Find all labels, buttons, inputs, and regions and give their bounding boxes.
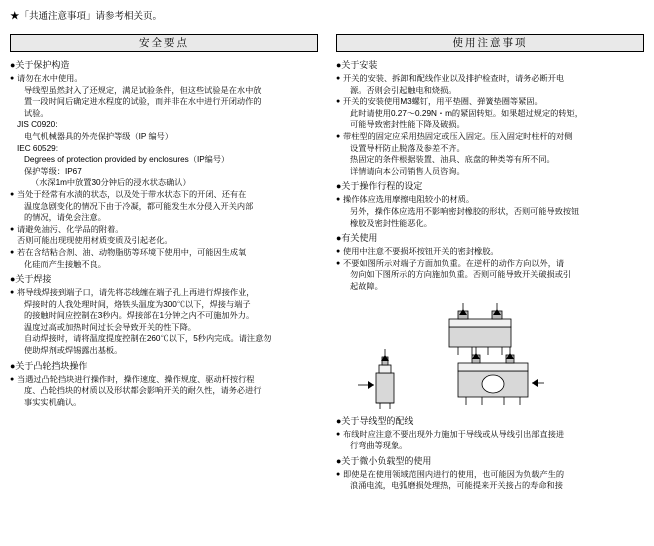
bullet-icon: ●	[336, 430, 341, 438]
list-item-line: 详情请向本公司销售人员咨询。	[350, 166, 465, 176]
section-soldering	[10, 273, 318, 357]
list-item	[10, 119, 318, 189]
bullet-icon: ●	[336, 470, 341, 478]
list-item-line: 自动焊接时，请将温度提度控制在260℃以下，5秒内完成。请注意勿	[24, 334, 272, 344]
list-item	[10, 374, 318, 409]
left-column	[10, 34, 318, 410]
list-item-line: 当遇过凸轮挡块进行操作时，操作速度、操作规度、驱动杆按行程	[17, 374, 255, 384]
list-item	[336, 131, 644, 177]
list-item-line: 带柱型的固定应采用热固定或压入固定。压入固定时柱杆的对侧	[343, 131, 573, 141]
section-mounting	[336, 59, 644, 177]
section-cam-operation	[10, 360, 318, 409]
list-item-line: 的接触时间应控制在3秒内。焊接部在1分钟之内不可施加外力。	[24, 311, 255, 321]
section-title: ●关于保护构造	[10, 60, 70, 70]
bullet-icon: ●	[336, 75, 341, 82]
list-item-line: 橡胶及密封性能恶化。	[350, 218, 432, 228]
section-operating-travel	[336, 180, 644, 229]
bullet-icon: ●	[336, 132, 341, 140]
right-column-body	[336, 59, 644, 492]
list-item-line: 请勿在水中使用。	[17, 74, 83, 83]
list-item-line: 浪涌电流，电弧磨损处理热，可能提来开关接占的寿命和接	[350, 481, 563, 491]
list-item-line: 保护等级：IP67	[24, 166, 82, 176]
list-item-line: 导线型虽然封入了还规定，满足试验条件，但这些试验是在水中放	[24, 85, 262, 95]
section-title: ●关于凸轮挡块操作	[10, 360, 88, 371]
list-item-line: 源。否则会引起触电和烧损。	[350, 85, 457, 95]
section-title: ●关于微小负载型的使用	[336, 455, 432, 466]
list-item	[10, 73, 318, 119]
bullet-icon: ●	[10, 289, 15, 297]
section-protection-structure	[10, 59, 318, 270]
load-direction-figure	[346, 299, 626, 411]
list-item-line: 温度过高或加热时间过长会导致开关的性下降。	[24, 322, 196, 332]
list-item-line: 若在含结粘合剂、油、动物脂肪等环境下使用中，可能因生成氧	[17, 247, 247, 257]
bullet-icon: ●	[336, 196, 341, 204]
list-item-line: 此时请使用0.27～0.29N・m的紧固转矩。如果超过规定的转矩，	[350, 108, 583, 118]
list-item-line: 焊接时的人我处理时间，烙铁头温度为300℃以下，焊接与端子	[24, 299, 251, 309]
bullet-icon: ●	[336, 98, 341, 106]
left-column-header: 安全要点	[10, 34, 318, 52]
list-item-line: 的情况，请免会注意。	[24, 213, 106, 223]
list-item-line: 请避免油污、化学品的附着。	[17, 224, 124, 234]
list-item-line: 温度急剧变化的情况下由于冷凝，都可能发生水分侵入开关内部	[24, 201, 254, 211]
list-item	[336, 258, 644, 293]
list-item-line: （水深1m中放置30分钟后的浸水状态确认）	[31, 178, 191, 188]
list-item-line: 即使是在使用领域范围内进行的使用，也可能因为负载产生的	[343, 469, 565, 479]
list-item-line: 将导线焊接到端子口，请先将芯线缠在端子孔上再进行焊接作业，	[17, 288, 255, 298]
list-item-line: JIS C0920:	[17, 120, 58, 130]
list-item	[336, 73, 644, 96]
list-item-line: 开关的安装、拆卸和配线作业以及排护检查时，请务必断开电	[343, 74, 565, 83]
section-title: ●关于导线型的配线	[336, 415, 414, 426]
list-item-line: 开关的安装使用M3螺钉，用平垫圈、弹簧垫圈等紧固。	[343, 97, 543, 107]
list-item	[10, 224, 318, 247]
list-item-line: 度、凸轮挡块的材质以及形状都会影响开关的耐久性，请务必进行	[24, 386, 262, 396]
list-item-line: 起故障。	[350, 281, 383, 291]
section-title: ●关于安装	[336, 60, 378, 70]
list-item-line: 当处于经常有水渍的状态，以及处于带水状态下的开闭、还有在	[17, 189, 247, 199]
section-title: ●关于焊接	[10, 274, 52, 285]
list-item-line: IEC 60529:	[17, 143, 58, 153]
list-item-line: 另外，操作体应选用不影响密封橡胶的形状，否则可能导致按钮	[350, 206, 580, 216]
list-item-line: 可能导致密封性能下降及破损。	[350, 120, 465, 130]
section-usage	[336, 232, 644, 410]
list-item-line: 否则可能出现现使用材质变质及引起老化。	[17, 236, 173, 246]
list-item-line: 行弯曲等现象。	[350, 441, 408, 451]
list-item	[10, 247, 318, 270]
right-column	[336, 34, 644, 494]
list-item-line: 布线时应注意不要出现外力施加于导线或从导线引出部直接进	[343, 429, 565, 439]
list-item	[336, 469, 644, 492]
list-item-line: 热固定的条件根据装置、油具、底盘的种类等有所不同。	[350, 155, 555, 165]
list-item-line: 化硅而产生接触不良。	[24, 259, 106, 269]
bullet-icon: ●	[336, 259, 341, 267]
list-item-line: 不要如图所示对端子方面加负重。在逆杆的动作方向以外，请	[343, 258, 565, 268]
bullet-icon: ●	[10, 248, 15, 256]
list-item-line: 电气机械器具的外壳保护等级（IP 编号）	[24, 131, 174, 141]
bullet-icon: ●	[336, 248, 341, 256]
bullet-icon: ●	[10, 225, 15, 233]
left-column-body	[10, 59, 318, 408]
top-note: ★「共通注意事項」请参考相关页。	[10, 11, 163, 22]
list-item-line: 置一段时间后确定进水程度的试验，而并非在水中进行开闭动作的	[24, 97, 262, 107]
list-item-line: Degrees of protection provided by enclosures（IP编号）	[24, 155, 230, 165]
list-item	[336, 246, 644, 258]
list-item-line: 使用中注意不要损坏按钮开关的密封橡胶。	[343, 247, 499, 257]
list-item-line: 操作体应选用摩擦电阻较小的材质。	[343, 195, 475, 205]
bullet-icon: ●	[10, 190, 15, 198]
section-title: ●关于操作行程的设定	[336, 181, 423, 192]
list-item	[336, 96, 644, 131]
right-column-header: 使用注意事项	[336, 34, 644, 52]
list-item-line: 使助焊剂或焊锡露出基板。	[24, 346, 123, 356]
bullet-icon: ●	[10, 75, 15, 82]
list-item	[336, 194, 644, 229]
list-item	[10, 189, 318, 224]
list-item-line: 试验。	[24, 108, 49, 118]
list-item-line: 事实实机确认。	[24, 397, 82, 407]
list-item-line: 勿向如下图所示的方向施加负重。否则可能导致开关破损或引	[350, 270, 572, 280]
list-item	[10, 287, 318, 357]
section-micro-load	[336, 455, 644, 492]
section-title: ●有关使用	[336, 233, 378, 244]
section-lead-wire-wiring	[336, 415, 644, 452]
list-item-line: 设置导杆防止脱落及参差不齐。	[350, 143, 465, 153]
list-item	[336, 429, 644, 452]
bullet-icon: ●	[10, 375, 15, 383]
